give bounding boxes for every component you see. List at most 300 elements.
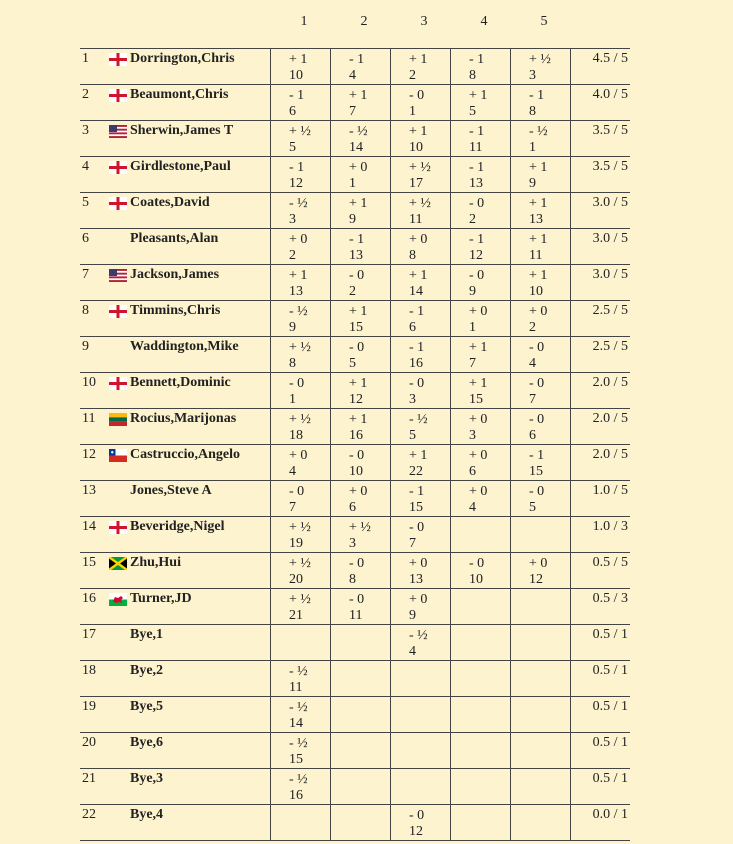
table-row <box>80 300 630 336</box>
round-result: + 0 <box>289 232 308 247</box>
player-rank: 10 <box>82 375 96 390</box>
round-result: - 1 <box>469 160 485 175</box>
round-result: + 1 <box>409 52 428 67</box>
player-score: 2.0 / 5 <box>570 445 630 480</box>
round-4-cell <box>450 517 510 552</box>
table-row <box>80 624 630 660</box>
round-result: + 0 <box>469 448 488 463</box>
round-result: + 1 <box>349 376 368 391</box>
table-row <box>80 156 630 192</box>
england-flag-icon <box>109 89 127 102</box>
round-opponent: 13 <box>349 248 363 263</box>
player-rank: 19 <box>82 699 96 714</box>
round-opponent: 19 <box>289 536 303 551</box>
round-header-2: 2 <box>360 14 368 29</box>
round-opponent: 3 <box>469 428 476 443</box>
round-opponent: 15 <box>289 752 303 767</box>
round-result: + 0 <box>529 304 548 319</box>
round-opponent: 5 <box>349 356 356 371</box>
player-rank: 5 <box>82 195 89 210</box>
round-5-cell <box>510 625 570 660</box>
player-name: Bye,6 <box>130 735 164 750</box>
england-flag-icon <box>109 161 127 174</box>
round-opponent: 5 <box>409 428 416 443</box>
standings-table <box>80 48 630 840</box>
player-name: Zhu,Hui <box>130 555 181 570</box>
round-1-cell <box>270 481 330 516</box>
round-5-cell <box>510 805 570 840</box>
round-4-cell <box>450 661 510 696</box>
round-result: + 1 <box>349 196 368 211</box>
round-4-cell <box>450 733 510 768</box>
player-score: 0.5 / 1 <box>570 697 630 732</box>
round-result: + ½ <box>289 556 311 571</box>
chile-flag-icon <box>109 449 127 462</box>
round-result: - 0 <box>409 520 425 535</box>
round-1-cell <box>270 301 330 336</box>
round-result: + 0 <box>529 556 548 571</box>
round-opponent: 12 <box>469 248 483 263</box>
round-header <box>0 0 733 48</box>
round-opponent: 4 <box>289 464 296 479</box>
round-result: + 0 <box>409 556 428 571</box>
round-1-cell <box>270 121 330 156</box>
lithuania-flag-icon <box>109 413 127 426</box>
round-result: + 1 <box>349 304 368 319</box>
round-1-cell <box>270 553 330 588</box>
round-5-cell <box>510 661 570 696</box>
round-2-cell <box>330 697 390 732</box>
table-row <box>80 696 630 732</box>
round-4-cell <box>450 229 510 264</box>
player-rank: 8 <box>82 303 89 318</box>
round-result: - 0 <box>409 88 425 103</box>
round-result: - 0 <box>289 376 305 391</box>
round-result: + 0 <box>469 304 488 319</box>
round-5-cell <box>510 121 570 156</box>
round-2-cell <box>330 229 390 264</box>
round-3-cell <box>390 337 450 372</box>
round-result: + ½ <box>529 52 551 67</box>
round-1-cell <box>270 265 330 300</box>
table-row <box>80 768 630 804</box>
round-opponent: 4 <box>409 644 416 659</box>
usa-flag-icon <box>109 269 127 282</box>
table-row <box>80 516 630 552</box>
round-result: - 1 <box>529 448 545 463</box>
round-result: - ½ <box>529 124 548 139</box>
table-row <box>80 588 630 624</box>
player-name: Bye,5 <box>130 699 164 714</box>
player-name: Rocius,Marijonas <box>130 411 237 426</box>
round-result: - 1 <box>469 124 485 139</box>
round-result: + 1 <box>349 412 368 427</box>
round-result: + 1 <box>409 448 428 463</box>
usa-flag-icon <box>109 125 127 138</box>
round-result: - ½ <box>289 700 308 715</box>
round-opponent: 6 <box>349 500 356 515</box>
round-5-cell <box>510 265 570 300</box>
round-2-cell <box>330 409 390 444</box>
round-opponent: 9 <box>289 320 296 335</box>
round-opponent: 4 <box>349 68 356 83</box>
round-opponent: 4 <box>529 356 536 371</box>
round-result: - 0 <box>529 412 545 427</box>
round-2-cell <box>330 121 390 156</box>
round-result: - 0 <box>409 376 425 391</box>
table-row <box>80 660 630 696</box>
round-result: - 1 <box>469 52 485 67</box>
round-result: - 0 <box>349 448 365 463</box>
player-rank: 1 <box>82 51 89 66</box>
table-row <box>80 480 630 516</box>
round-4-cell <box>450 697 510 732</box>
round-header-3: 3 <box>420 14 428 29</box>
round-1-cell <box>270 193 330 228</box>
round-result: + 1 <box>529 232 548 247</box>
player-name: Bye,3 <box>130 771 164 786</box>
round-5-cell <box>510 337 570 372</box>
round-opponent: 9 <box>409 608 416 623</box>
round-3-cell <box>390 229 450 264</box>
round-2-cell <box>330 193 390 228</box>
round-opponent: 14 <box>289 716 303 731</box>
round-result: - 1 <box>529 88 545 103</box>
round-4-cell <box>450 121 510 156</box>
player-name: Jackson,James <box>130 267 220 282</box>
round-3-cell <box>390 589 450 624</box>
player-name: Pleasants,Alan <box>130 231 219 246</box>
round-5-cell <box>510 445 570 480</box>
round-2-cell <box>330 49 390 84</box>
round-result: + ½ <box>409 196 431 211</box>
player-score: 0.5 / 5 <box>570 553 630 588</box>
round-1-cell <box>270 733 330 768</box>
round-opponent: 14 <box>349 140 363 155</box>
round-opponent: 16 <box>409 356 423 371</box>
player-score: 2.5 / 5 <box>570 337 630 372</box>
round-2-cell <box>330 445 390 480</box>
round-4-cell <box>450 805 510 840</box>
player-rank: 4 <box>82 159 89 174</box>
round-opponent: 6 <box>409 320 416 335</box>
table-row <box>80 192 630 228</box>
player-name: Bye,2 <box>130 663 164 678</box>
round-opponent: 13 <box>289 284 303 299</box>
round-opponent: 2 <box>469 212 476 227</box>
player-score: 2.0 / 5 <box>570 409 630 444</box>
round-5-cell <box>510 49 570 84</box>
round-1-cell <box>270 805 330 840</box>
round-opponent: 21 <box>289 608 303 623</box>
table-row <box>80 120 630 156</box>
round-3-cell <box>390 445 450 480</box>
round-1-cell <box>270 157 330 192</box>
round-result: - 0 <box>529 376 545 391</box>
round-result: + 1 <box>529 160 548 175</box>
player-rank: 6 <box>82 231 89 246</box>
round-opponent: 11 <box>469 140 483 155</box>
player-score: 0.5 / 3 <box>570 589 630 624</box>
round-result: - 1 <box>289 88 305 103</box>
round-opponent: 1 <box>289 392 296 407</box>
round-1-cell <box>270 589 330 624</box>
jamaica-flag-icon <box>109 557 127 570</box>
round-5-cell <box>510 589 570 624</box>
round-5-cell <box>510 697 570 732</box>
round-opponent: 12 <box>529 572 543 587</box>
round-5-cell <box>510 85 570 120</box>
round-3-cell <box>390 409 450 444</box>
round-5-cell <box>510 733 570 768</box>
round-2-cell <box>330 481 390 516</box>
round-3-cell <box>390 373 450 408</box>
round-result: + 1 <box>409 124 428 139</box>
round-result: + ½ <box>289 592 311 607</box>
round-result: - 1 <box>289 160 305 175</box>
round-result: - 0 <box>349 268 365 283</box>
round-result: - 0 <box>349 556 365 571</box>
round-2-cell <box>330 625 390 660</box>
round-2-cell <box>330 157 390 192</box>
player-name: Castruccio,Angelo <box>130 447 241 462</box>
round-opponent: 13 <box>529 212 543 227</box>
round-opponent: 8 <box>349 572 356 587</box>
round-2-cell <box>330 805 390 840</box>
round-result: + 1 <box>349 88 368 103</box>
round-3-cell <box>390 121 450 156</box>
player-score: 0.5 / 1 <box>570 769 630 804</box>
england-flag-icon <box>109 197 127 210</box>
round-result: - ½ <box>289 304 308 319</box>
round-4-cell <box>450 409 510 444</box>
player-score: 1.0 / 5 <box>570 481 630 516</box>
round-1-cell <box>270 229 330 264</box>
player-score: 3.0 / 5 <box>570 229 630 264</box>
round-result: + 0 <box>469 484 488 499</box>
round-opponent: 10 <box>289 68 303 83</box>
round-3-cell <box>390 553 450 588</box>
round-4-cell <box>450 157 510 192</box>
round-result: - 0 <box>349 340 365 355</box>
round-result: - ½ <box>289 196 308 211</box>
round-2-cell <box>330 733 390 768</box>
player-rank: 21 <box>82 771 96 786</box>
player-rank: 15 <box>82 555 96 570</box>
player-rank: 3 <box>82 123 89 138</box>
table-row <box>80 552 630 588</box>
round-5-cell <box>510 301 570 336</box>
player-rank: 7 <box>82 267 89 282</box>
round-opponent: 12 <box>409 824 423 839</box>
round-result: + ½ <box>289 520 311 535</box>
round-opponent: 6 <box>469 464 476 479</box>
player-name: Bye,4 <box>130 807 164 822</box>
round-4-cell <box>450 769 510 804</box>
round-opponent: 2 <box>349 284 356 299</box>
player-score: 4.5 / 5 <box>570 49 630 84</box>
player-name: Girdlestone,Paul <box>130 159 231 174</box>
round-2-cell <box>330 337 390 372</box>
player-name: Beveridge,Nigel <box>130 519 225 534</box>
round-opponent: 8 <box>469 68 476 83</box>
wales-flag-icon <box>109 593 127 606</box>
round-opponent: 4 <box>469 500 476 515</box>
round-1-cell <box>270 445 330 480</box>
round-result: - 1 <box>349 52 365 67</box>
player-rank: 17 <box>82 627 96 642</box>
round-5-cell <box>510 373 570 408</box>
round-result: - 0 <box>529 340 545 355</box>
round-4-cell <box>450 481 510 516</box>
round-3-cell <box>390 661 450 696</box>
round-result: - 0 <box>409 808 425 823</box>
player-name: Dorrington,Chris <box>130 51 235 66</box>
player-name: Bennett,Dominic <box>130 375 231 390</box>
round-5-cell <box>510 229 570 264</box>
round-4-cell <box>450 301 510 336</box>
round-result: + ½ <box>289 124 311 139</box>
round-result: + 0 <box>469 412 488 427</box>
round-opponent: 15 <box>529 464 543 479</box>
round-1-cell <box>270 85 330 120</box>
round-result: - 1 <box>409 340 425 355</box>
round-4-cell <box>450 337 510 372</box>
table-row <box>80 48 630 84</box>
round-result: + 1 <box>289 268 308 283</box>
round-header-5: 5 <box>540 14 548 29</box>
round-result: - 0 <box>529 484 545 499</box>
round-opponent: 10 <box>529 284 543 299</box>
table-row <box>80 84 630 120</box>
round-result: - 0 <box>469 556 485 571</box>
england-flag-icon <box>109 305 127 318</box>
table-row <box>80 804 630 840</box>
round-opponent: 22 <box>409 464 423 479</box>
player-score: 3.0 / 5 <box>570 193 630 228</box>
round-1-cell <box>270 337 330 372</box>
round-opponent: 10 <box>469 572 483 587</box>
round-3-cell <box>390 481 450 516</box>
round-result: + ½ <box>409 160 431 175</box>
round-result: - ½ <box>289 664 308 679</box>
round-5-cell <box>510 553 570 588</box>
round-opponent: 7 <box>469 356 476 371</box>
round-opponent: 3 <box>289 212 296 227</box>
player-rank: 18 <box>82 663 96 678</box>
round-3-cell <box>390 85 450 120</box>
round-opponent: 8 <box>289 356 296 371</box>
round-result: - 1 <box>469 232 485 247</box>
round-opponent: 11 <box>289 680 303 695</box>
round-opponent: 8 <box>409 248 416 263</box>
round-3-cell <box>390 49 450 84</box>
round-result: - 0 <box>469 196 485 211</box>
round-opponent: 16 <box>289 788 303 803</box>
round-2-cell <box>330 85 390 120</box>
round-1-cell <box>270 517 330 552</box>
player-rank: 14 <box>82 519 96 534</box>
round-result: - ½ <box>349 124 368 139</box>
round-3-cell <box>390 157 450 192</box>
player-score: 0.0 / 1 <box>570 805 630 840</box>
player-score: 3.5 / 5 <box>570 121 630 156</box>
round-opponent: 2 <box>529 320 536 335</box>
player-score: 3.5 / 5 <box>570 157 630 192</box>
round-opponent: 12 <box>349 392 363 407</box>
table-bottom-border <box>80 840 630 841</box>
round-opponent: 15 <box>409 500 423 515</box>
round-opponent: 15 <box>469 392 483 407</box>
round-result: - ½ <box>289 736 308 751</box>
player-name: Sherwin,James T <box>130 123 234 138</box>
player-rank: 13 <box>82 483 96 498</box>
round-opponent: 13 <box>409 572 423 587</box>
round-2-cell <box>330 589 390 624</box>
round-5-cell <box>510 409 570 444</box>
round-4-cell <box>450 625 510 660</box>
round-opponent: 9 <box>469 284 476 299</box>
round-opponent: 6 <box>289 104 296 119</box>
player-rank: 20 <box>82 735 96 750</box>
player-score: 3.0 / 5 <box>570 265 630 300</box>
player-score: 0.5 / 1 <box>570 733 630 768</box>
round-result: + 1 <box>289 52 308 67</box>
round-result: - 1 <box>409 304 425 319</box>
round-1-cell <box>270 49 330 84</box>
round-opponent: 14 <box>409 284 423 299</box>
round-5-cell <box>510 193 570 228</box>
round-3-cell <box>390 769 450 804</box>
round-opponent: 6 <box>529 428 536 443</box>
round-opponent: 8 <box>529 104 536 119</box>
round-opponent: 17 <box>409 176 423 191</box>
player-name: Waddington,Mike <box>130 339 239 354</box>
round-result: + 1 <box>529 268 548 283</box>
round-3-cell <box>390 625 450 660</box>
round-opponent: 20 <box>289 572 303 587</box>
england-flag-icon <box>109 377 127 390</box>
round-opponent: 1 <box>529 140 536 155</box>
round-opponent: 7 <box>529 392 536 407</box>
round-result: - ½ <box>409 412 428 427</box>
table-row <box>80 732 630 768</box>
player-score: 2.5 / 5 <box>570 301 630 336</box>
round-opponent: 1 <box>409 104 416 119</box>
round-opponent: 11 <box>529 248 543 263</box>
round-3-cell <box>390 193 450 228</box>
round-result: + 0 <box>349 484 368 499</box>
round-1-cell <box>270 625 330 660</box>
round-header-4: 4 <box>480 14 488 29</box>
round-opponent: 10 <box>409 140 423 155</box>
round-result: + ½ <box>289 340 311 355</box>
round-result: + 0 <box>409 592 428 607</box>
round-opponent: 1 <box>349 176 356 191</box>
round-result: - 1 <box>409 484 425 499</box>
round-result: + 0 <box>349 160 368 175</box>
round-2-cell <box>330 517 390 552</box>
player-name: Jones,Steve A <box>130 483 212 498</box>
round-result: - ½ <box>289 772 308 787</box>
player-score: 0.5 / 1 <box>570 661 630 696</box>
round-2-cell <box>330 661 390 696</box>
round-result: - 0 <box>349 592 365 607</box>
round-4-cell <box>450 265 510 300</box>
round-opponent: 9 <box>529 176 536 191</box>
round-2-cell <box>330 265 390 300</box>
round-result: + 1 <box>409 268 428 283</box>
